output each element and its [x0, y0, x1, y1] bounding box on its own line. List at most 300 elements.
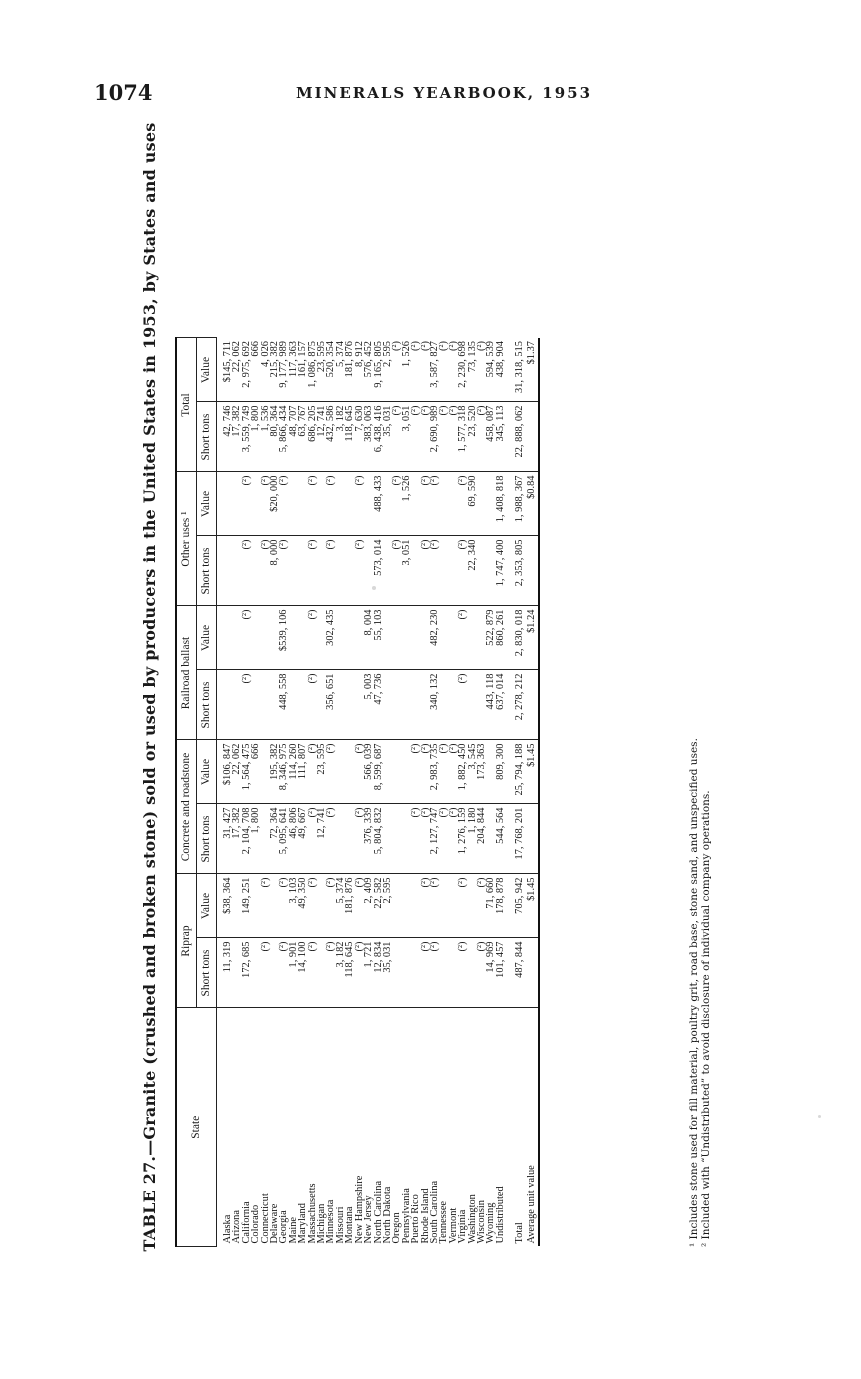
cell: (²) [308, 606, 317, 670]
cell: $1.37 [525, 338, 536, 402]
cell [289, 536, 298, 606]
cell: 522, 879 [486, 606, 495, 670]
cell: 49, 667 [298, 804, 307, 874]
cell: 118, 645 [345, 938, 354, 1008]
cell [439, 536, 448, 606]
state-name: North Carolina [372, 1180, 384, 1244]
cell: $145, 711 [223, 338, 232, 402]
state-name: Michigan [316, 1203, 328, 1244]
cell: 46, 806 [289, 804, 298, 874]
cell: 1, 800 [251, 804, 260, 874]
cell: 686, 205 [308, 402, 317, 472]
state-name: Washington [466, 1194, 478, 1244]
cell: 520, 354 [326, 338, 335, 402]
average-label: Average unit value [525, 1165, 537, 1244]
cell: 114, 260 [289, 740, 298, 804]
cell: (²) [242, 606, 251, 670]
cell [525, 536, 536, 606]
cell: (²) [458, 472, 467, 536]
short-tons-header: Short tons [197, 804, 217, 874]
short-tons-header: Short tons [197, 938, 217, 1008]
cell [345, 606, 354, 670]
table-row [458, 338, 467, 1247]
cell: 3, 182 [336, 402, 345, 472]
cell: 482, 230 [430, 606, 439, 670]
state-column-header: State [176, 1008, 217, 1247]
table-row [421, 338, 430, 1247]
cell: (²) [308, 740, 317, 804]
cell [525, 402, 536, 472]
cell [477, 536, 486, 606]
table-row [486, 338, 495, 1247]
granite-table [175, 338, 540, 1248]
cell: (²) [458, 938, 467, 1008]
cell [402, 874, 411, 938]
cell: (²) [326, 938, 335, 1008]
cell [525, 938, 536, 1008]
cell: (²) [326, 804, 335, 874]
table-row [345, 338, 354, 1247]
cell: (²) [421, 938, 430, 1008]
footnotes [688, 738, 712, 1247]
cell: 544, 564 [496, 804, 505, 874]
cell: (²) [449, 740, 458, 804]
cell: 22, 062 [232, 740, 241, 804]
cell: 2, 595 [383, 338, 392, 402]
cell [468, 670, 477, 740]
table-row [326, 338, 335, 1247]
cell: 637, 014 [496, 670, 505, 740]
cell: 181, 876 [345, 874, 354, 938]
cell [525, 670, 536, 740]
cell [223, 670, 232, 740]
cell: (²) [308, 472, 317, 536]
table-row [336, 338, 345, 1247]
rotated-table-page [140, 122, 720, 1252]
page-header [94, 80, 784, 106]
cell: 6, 438, 416 [374, 402, 383, 472]
cell: $1.45 [525, 740, 536, 804]
cell: (²) [326, 740, 335, 804]
state-name: Massachusetts [306, 1183, 318, 1244]
cell [439, 938, 448, 1008]
cell [223, 536, 232, 606]
cell: 458, 087 [486, 402, 495, 472]
cell: (²) [411, 740, 420, 804]
cell: 3, 182 [336, 938, 345, 1008]
cell: 2, 353, 805 [505, 536, 524, 606]
cell: 17, 382 [232, 804, 241, 874]
cell: 2, 278, 212 [505, 670, 524, 740]
cell: 1, 882, 450 [458, 740, 467, 804]
state-name: Tennessee [438, 1200, 450, 1244]
cell: (²) [477, 938, 486, 1008]
cell: (²) [326, 874, 335, 938]
cell: 594, 539 [486, 338, 495, 402]
cell: 2, 127, 747 [430, 804, 439, 874]
cell: 345, 113 [496, 402, 505, 472]
state-name: Minnesota [325, 1199, 337, 1244]
table-row [392, 338, 401, 1247]
cell: 356, 651 [326, 670, 335, 740]
cell: (²) [421, 472, 430, 536]
state-name: Vermont [447, 1207, 459, 1244]
cell: 80, 364 [270, 402, 279, 472]
table-row [439, 338, 448, 1247]
cell: 666 [251, 338, 260, 402]
cell [477, 472, 486, 536]
cell: 161, 157 [298, 338, 307, 402]
cell: (²) [308, 804, 317, 874]
cell: (²) [458, 606, 467, 670]
cell: 11, 319 [223, 938, 232, 1008]
state-name: Alaska [222, 1214, 233, 1244]
cell [289, 606, 298, 670]
cell: (²) [421, 536, 430, 606]
cell: 1, 180 [468, 804, 477, 874]
state-name: Montana [344, 1206, 356, 1244]
state-name: Wyoming [485, 1202, 497, 1244]
state-name: Missouri [334, 1206, 346, 1244]
cell: 3, 545 [468, 740, 477, 804]
cell [439, 472, 448, 536]
state-name: Wisconsin [475, 1200, 487, 1244]
cell: 9, 165, 805 [374, 338, 383, 402]
cell: 1, 747, 400 [496, 536, 505, 606]
cell: (²) [308, 536, 317, 606]
table-row [279, 338, 288, 1247]
cell: 2, 975, 692 [242, 338, 251, 402]
group-header: Railroad ballast [176, 606, 197, 740]
cell: (²) [439, 338, 448, 402]
state-name: California [240, 1201, 252, 1244]
cell [336, 670, 345, 740]
cell: 204, 844 [477, 804, 486, 874]
cell: 2, 983, 735 [430, 740, 439, 804]
cell [261, 670, 270, 740]
cell: 12, 741 [317, 402, 326, 472]
cell: 23, 595 [317, 338, 326, 402]
cell [336, 804, 345, 874]
cell: (²) [421, 740, 430, 804]
cell: (²) [477, 338, 486, 402]
cell: 432, 586 [326, 402, 335, 472]
cell [392, 670, 401, 740]
running-title: MINERALS YEARBOOK, 1953 [296, 84, 593, 102]
table-row [477, 338, 486, 1247]
group-header: Other uses ¹ [176, 472, 197, 606]
cell: 31, 427 [223, 804, 232, 874]
cell: 566, 039 [364, 740, 373, 804]
cell: (²) [449, 338, 458, 402]
table-footer [505, 338, 539, 1247]
cell: 1, 276, 159 [458, 804, 467, 874]
table-row [232, 338, 241, 1247]
value-header: Value [197, 874, 217, 938]
cell: 2, 230, 698 [458, 338, 467, 402]
cell [383, 740, 392, 804]
cell: 809, 300 [496, 740, 505, 804]
cell: (²) [355, 740, 364, 804]
cell [392, 938, 401, 1008]
cell: 488, 433 [374, 472, 383, 536]
cell: 705, 942 [505, 874, 524, 938]
group-header-row [176, 338, 197, 1247]
cell: 22, 340 [468, 536, 477, 606]
cell: 181, 876 [345, 338, 354, 402]
cell [336, 472, 345, 536]
cell: 2, 409 [364, 874, 373, 938]
table-row [430, 338, 439, 1247]
cell [411, 606, 420, 670]
cell: 22, 062 [232, 338, 241, 402]
cell: 2, 830, 018 [505, 606, 524, 670]
value-header: Value [197, 472, 217, 536]
cell: 1, 901 [289, 938, 298, 1008]
short-tons-header: Short tons [197, 670, 217, 740]
cell: (²) [392, 402, 401, 472]
group-header: Riprap [176, 874, 197, 1008]
total-label: Total [514, 1222, 526, 1244]
cell: 1, 526 [402, 338, 411, 402]
state-name: Georgia [278, 1210, 290, 1244]
cell: 14, 969 [486, 938, 495, 1008]
cell: (²) [458, 874, 467, 938]
table-row [402, 338, 411, 1247]
cell [383, 670, 392, 740]
cell: 4, 026 [261, 338, 270, 402]
table-row [374, 338, 383, 1247]
cell: (²) [411, 338, 420, 402]
cell: 8, 599, 687 [374, 740, 383, 804]
cell: 48, 707 [289, 402, 298, 472]
cell [383, 804, 392, 874]
cell: 666 [251, 740, 260, 804]
table-caption: TABLE 27.—Granite (crushed and broken stone) sold or used by producers in the United States in 1953, by States and uses [140, 122, 159, 1252]
footnote: ² Included with “Undistributed” to avoid disclosure of individual company operations. [700, 790, 712, 1247]
cell: (²) [279, 874, 288, 938]
cell [402, 938, 411, 1008]
cell: $539, 106 [279, 606, 288, 670]
cell: 860, 261 [496, 606, 505, 670]
cell: 8, 346, 975 [279, 740, 288, 804]
cell: (²) [355, 874, 364, 938]
table-row [308, 338, 317, 1247]
table-row [364, 338, 373, 1247]
cell: 17, 768, 201 [505, 804, 524, 874]
state-name: South Carolina [428, 1180, 440, 1244]
cell: 1, 526 [402, 472, 411, 536]
cell: (²) [439, 740, 448, 804]
cell: (²) [439, 402, 448, 472]
cell: (²) [421, 804, 430, 874]
value-header: Value [197, 606, 217, 670]
cell [383, 606, 392, 670]
cell: 302, 435 [326, 606, 335, 670]
cell: (²) [242, 472, 251, 536]
cell: (²) [458, 670, 467, 740]
table-row [383, 338, 392, 1247]
cell: 47, 736 [374, 670, 383, 740]
cell: $0.84 [525, 472, 536, 536]
cell [251, 670, 260, 740]
cell: 8, 000 [270, 536, 279, 606]
cell: (²) [355, 804, 364, 874]
cell: (²) [449, 804, 458, 874]
cell: 1, 577, 318 [458, 402, 467, 472]
cell: 8, 912 [355, 338, 364, 402]
paper-blemish [818, 1115, 821, 1118]
cell: (²) [421, 402, 430, 472]
cell: (²) [392, 536, 401, 606]
cell: 487, 844 [505, 938, 524, 1008]
cell: 2, 595 [383, 874, 392, 938]
cell: 178, 878 [496, 874, 505, 938]
cell [439, 606, 448, 670]
cell: (²) [326, 472, 335, 536]
cell: (²) [439, 804, 448, 874]
cell: (²) [261, 938, 270, 1008]
cell: 2, 104, 708 [242, 804, 251, 874]
cell: 22, 888, 062 [505, 402, 524, 472]
table-row [496, 338, 505, 1247]
cell: (²) [308, 874, 317, 938]
cell: 14, 100 [298, 938, 307, 1008]
value-header: Value [197, 338, 217, 402]
cell: (²) [477, 874, 486, 938]
cell: $1.24 [525, 606, 536, 670]
state-name: Oregon [391, 1212, 403, 1244]
cell: 25, 794, 188 [505, 740, 524, 804]
cell: 376, 339 [364, 804, 373, 874]
cell: (²) [242, 536, 251, 606]
cell: 73, 135 [468, 338, 477, 402]
cell [261, 606, 270, 670]
cell: 69, 590 [468, 472, 477, 536]
cell: 195, 382 [270, 740, 279, 804]
state-name: Virginia [457, 1209, 469, 1244]
cell: 3, 103 [289, 874, 298, 938]
state-name: Connecticut [259, 1193, 271, 1244]
cell: 63, 767 [298, 402, 307, 472]
cell: 8, 004 [364, 606, 373, 670]
cell: 35, 031 [383, 402, 392, 472]
cell: 118, 645 [345, 402, 354, 472]
cell: 3, 051 [402, 536, 411, 606]
state-name: New Jersey [363, 1195, 375, 1244]
cell: 72, 364 [270, 804, 279, 874]
cell: (²) [279, 938, 288, 1008]
cell: (²) [261, 536, 270, 606]
cell: (²) [430, 472, 439, 536]
cell: 149, 251 [242, 874, 251, 938]
cell: (²) [355, 536, 364, 606]
cell: 49, 350 [298, 874, 307, 938]
table-row [449, 338, 458, 1247]
group-header: Concrete and roadstone [176, 740, 197, 874]
cell: 55, 103 [374, 606, 383, 670]
cell: 111, 807 [298, 740, 307, 804]
cell: (²) [411, 804, 420, 874]
cell [336, 740, 345, 804]
cell: (²) [279, 536, 288, 606]
cell: 573, 014 [374, 536, 383, 606]
cell [251, 606, 260, 670]
cell: 172, 685 [242, 938, 251, 1008]
cell [392, 804, 401, 874]
state-name: Maryland [297, 1203, 309, 1244]
average-row [525, 338, 536, 1247]
short-tons-header: Short tons [197, 536, 217, 606]
cell: 5, 374 [336, 338, 345, 402]
cell [336, 606, 345, 670]
cell: 3, 559, 749 [242, 402, 251, 472]
cell [392, 606, 401, 670]
cell: (²) [430, 874, 439, 938]
cell: 5, 804, 832 [374, 804, 383, 874]
cell: 5, 095, 641 [279, 804, 288, 874]
table-row [298, 338, 307, 1247]
cell: (²) [261, 472, 270, 536]
state-name: North Dakota [381, 1186, 393, 1244]
cell: 22, 582 [374, 874, 383, 938]
state-name: Delaware [269, 1203, 281, 1244]
cell: 1, 408, 818 [496, 472, 505, 536]
table-row [289, 338, 298, 1247]
cell: 1, 721 [364, 938, 373, 1008]
cell: 576, 452 [364, 338, 373, 402]
cell [411, 670, 420, 740]
cell: (²) [430, 536, 439, 606]
cell: 173, 363 [477, 740, 486, 804]
table-row [411, 338, 420, 1247]
cell: 5, 003 [364, 670, 373, 740]
cell: 5, 374 [336, 874, 345, 938]
table-row [270, 338, 279, 1247]
cell: (²) [392, 338, 401, 402]
cell: (²) [421, 338, 430, 402]
cell: 1, 536 [261, 402, 270, 472]
cell: 12, 834 [374, 938, 383, 1008]
cell: (²) [421, 874, 430, 938]
state-name: Rhode Island [419, 1188, 431, 1244]
cell: 35, 031 [383, 938, 392, 1008]
cell: (²) [477, 402, 486, 472]
cell: 12, 741 [317, 804, 326, 874]
cell: 3, 051 [402, 402, 411, 472]
cell: 340, 132 [430, 670, 439, 740]
cell [336, 536, 345, 606]
cell: 2, 690, 989 [430, 402, 439, 472]
cell [392, 874, 401, 938]
cell: (²) [261, 874, 270, 938]
state-name: Colorado [250, 1204, 262, 1244]
cell: 71, 660 [486, 874, 495, 938]
cell: 9, 177, 989 [279, 338, 288, 402]
table-row [223, 338, 232, 1247]
cell: 42, 746 [223, 402, 232, 472]
cell: 23, 520 [468, 402, 477, 472]
cell: (²) [242, 670, 251, 740]
cell: $20, 000 [270, 472, 279, 536]
cell [345, 670, 354, 740]
state-name: New Hampshire [353, 1175, 365, 1244]
cell [439, 670, 448, 740]
group-header: Total [176, 338, 197, 472]
total-row [505, 338, 524, 1247]
cell: 3, 587, 827 [430, 338, 439, 402]
cell: 215, 382 [270, 338, 279, 402]
